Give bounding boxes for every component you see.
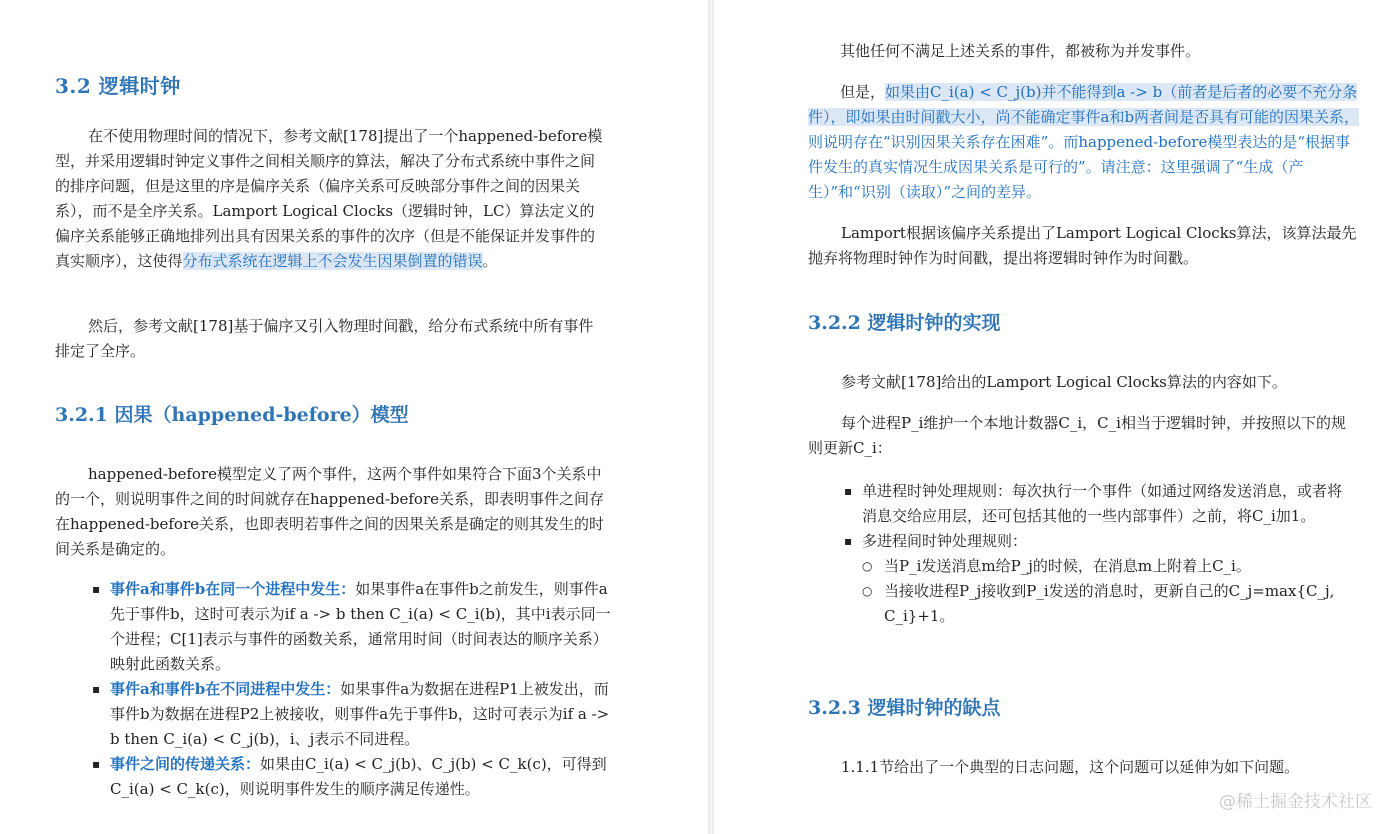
bullet-icon: ▪	[92, 757, 101, 771]
list-item-head: 事件之间的传递关系：	[110, 755, 261, 773]
section-heading-3-2: 3.2 逻辑时钟	[55, 74, 181, 98]
bullet-icon: ▪	[844, 534, 853, 548]
paragraph-logical-clock-intro	[55, 124, 607, 274]
rule-list	[844, 479, 1354, 629]
section-heading-3-2-2: 3.2.2 逻辑时钟的实现	[808, 312, 1001, 334]
list-item-body: 如果事件a在事件b之前发生，则事件a先于事件b，这时可表示为if a -> b then C_i(a) < C_i(b)，其中i表示同一个进程；C[1]表示与事件的函数关系，通常用时间（时间表达的顺序关系）映射此函数关系。	[110, 580, 611, 673]
sub-rule-list	[862, 554, 1354, 629]
paragraph-lamport: Lamport根据该偏序关系提出了Lamport Logical Clocks算法，该算法最先抛弃将物理时钟作为时间戳，提出将逻辑时钟作为时间戳。	[808, 224, 1357, 267]
list-item	[862, 554, 1354, 579]
relation-list	[92, 577, 612, 802]
section-heading-3-2-3: 3.2.3 逻辑时钟的缺点	[808, 697, 1001, 719]
paragraph-happened-before: happened-before模型定义了两个事件，这两个事件如果符合下面3个关系中的一个，则说明事件之间的时间就存在happened-before关系，即表明事件之间存在happened-before关系，也即表明若事件之间的因果关系是确定的则其发生的时间关系是确定的。	[55, 465, 605, 558]
list-item	[92, 577, 612, 677]
paragraph-log-problem: 1.1.1节给出了一个典型的日志问题，这个问题可以延伸为如下问题。	[841, 758, 1300, 776]
paragraph-concurrent-events: 其他任何不满足上述关系的事件，都被称为并发事件。	[840, 42, 1201, 60]
list-item-head: 事件a和事件b在不同进程中发生：	[110, 680, 341, 698]
highlighted-text: 分布式系统在逻辑上不会发生因果倒置的错误	[182, 252, 483, 270]
circle-bullet-icon: ○	[862, 559, 873, 573]
watermark-text: @稀土掘金技术社区	[1219, 792, 1372, 812]
paragraph-total-order: 然后，参考文献[178]基于偏序又引入物理时间戳，给分布式系统中所有事件排定了全序。	[55, 317, 594, 360]
list-item	[92, 677, 612, 752]
paragraph-text: 在不使用物理时间的情况下，参考文献[178]提出了一个happened-before模型，并采用逻辑时钟定义事件之间相关顺序的算法，解决了分布式系统中事件之间的排序问题，但是这里的序是偏序关系（偏序关系可反映部分事件之间的因果关系），而不是全序关系。Lamport Logical Clocks（逻辑时钟，LC）算法定义的偏序关系能够正确地排列出具有因果关系的事件的次序（但是不能保证并发事件的真实顺序），这使得	[55, 127, 603, 270]
list-item-body: 如果事件a为数据在进程P1上被发出，而事件b为数据在进程P2上被接收，则事件a先于事件b，这时可表示为if a -> b then C_i(a) < C_j(b)，i、j表示不同进程。	[110, 680, 610, 748]
section-heading-3-2-1: 3.2.1 因果（happened-before）模型	[55, 404, 409, 426]
bullet-icon: ▪	[92, 682, 101, 696]
list-item-head: 事件a和事件b在同一个进程中发生：	[110, 580, 356, 598]
list-item	[844, 529, 1354, 629]
bullet-icon: ▪	[92, 582, 101, 596]
list-item	[862, 579, 1354, 629]
paragraph-prefix: 但是，	[840, 83, 886, 101]
list-item	[92, 752, 612, 802]
right-page	[714, 0, 1394, 834]
paragraph-algorithm-ref: 参考文献[178]给出的Lamport Logical Clocks算法的内容如下。	[841, 373, 1287, 391]
paragraph-counter: 每个进程P_i维护一个本地计数器C_i，C_i相当于逻辑时钟，并按照以下的规则更新C_i：	[808, 414, 1346, 457]
bullet-icon: ▪	[844, 484, 853, 498]
rule-multi-process: 多进程间时钟处理规则：	[862, 532, 1028, 550]
paragraph-end: 。	[482, 252, 498, 270]
paragraph-causality-note	[808, 80, 1360, 205]
sub-rule-send: 当P_i发送消息m给P_j的时候，在消息m上附着上C_i。	[884, 557, 1251, 575]
list-item	[844, 479, 1354, 529]
circle-bullet-icon: ○	[862, 584, 873, 598]
rule-single-process: 单进程时钟处理规则：每次执行一个事件（如通过网络发送消息，或者将消息交给应用层，还可包括其他的一些内部事件）之前，将C_i加1。	[862, 482, 1343, 525]
sub-rule-receive: 当接收进程P_j接收到P_i发送的消息时，更新自己的C_j=max{C_j, C_i}+1。	[884, 582, 1335, 625]
paragraph-rest: 则说明存在“识别因果关系存在困难”。而happened-before模型表达的是“根据事件发生的真实情况生成因果关系是可行的”。请注意：这里强调了“生成（产生）”和“识别（读取）”之间的差异。	[808, 133, 1351, 201]
list-item-body: 如果由C_i(a) < C_j(b)、C_j(b) < C_k(c)，可得到C_i(a) < C_k(c)，则说明事件发生的顺序满足传递性。	[110, 755, 607, 798]
highlighted-text: 如果由C_i(a) < C_j(b)并不能得到a -> b（前者是后者的必要不充分条件），即如果由时间戳大小，尚不能确定事件a和b两者间是否具有可能的因果关系，	[808, 83, 1360, 126]
